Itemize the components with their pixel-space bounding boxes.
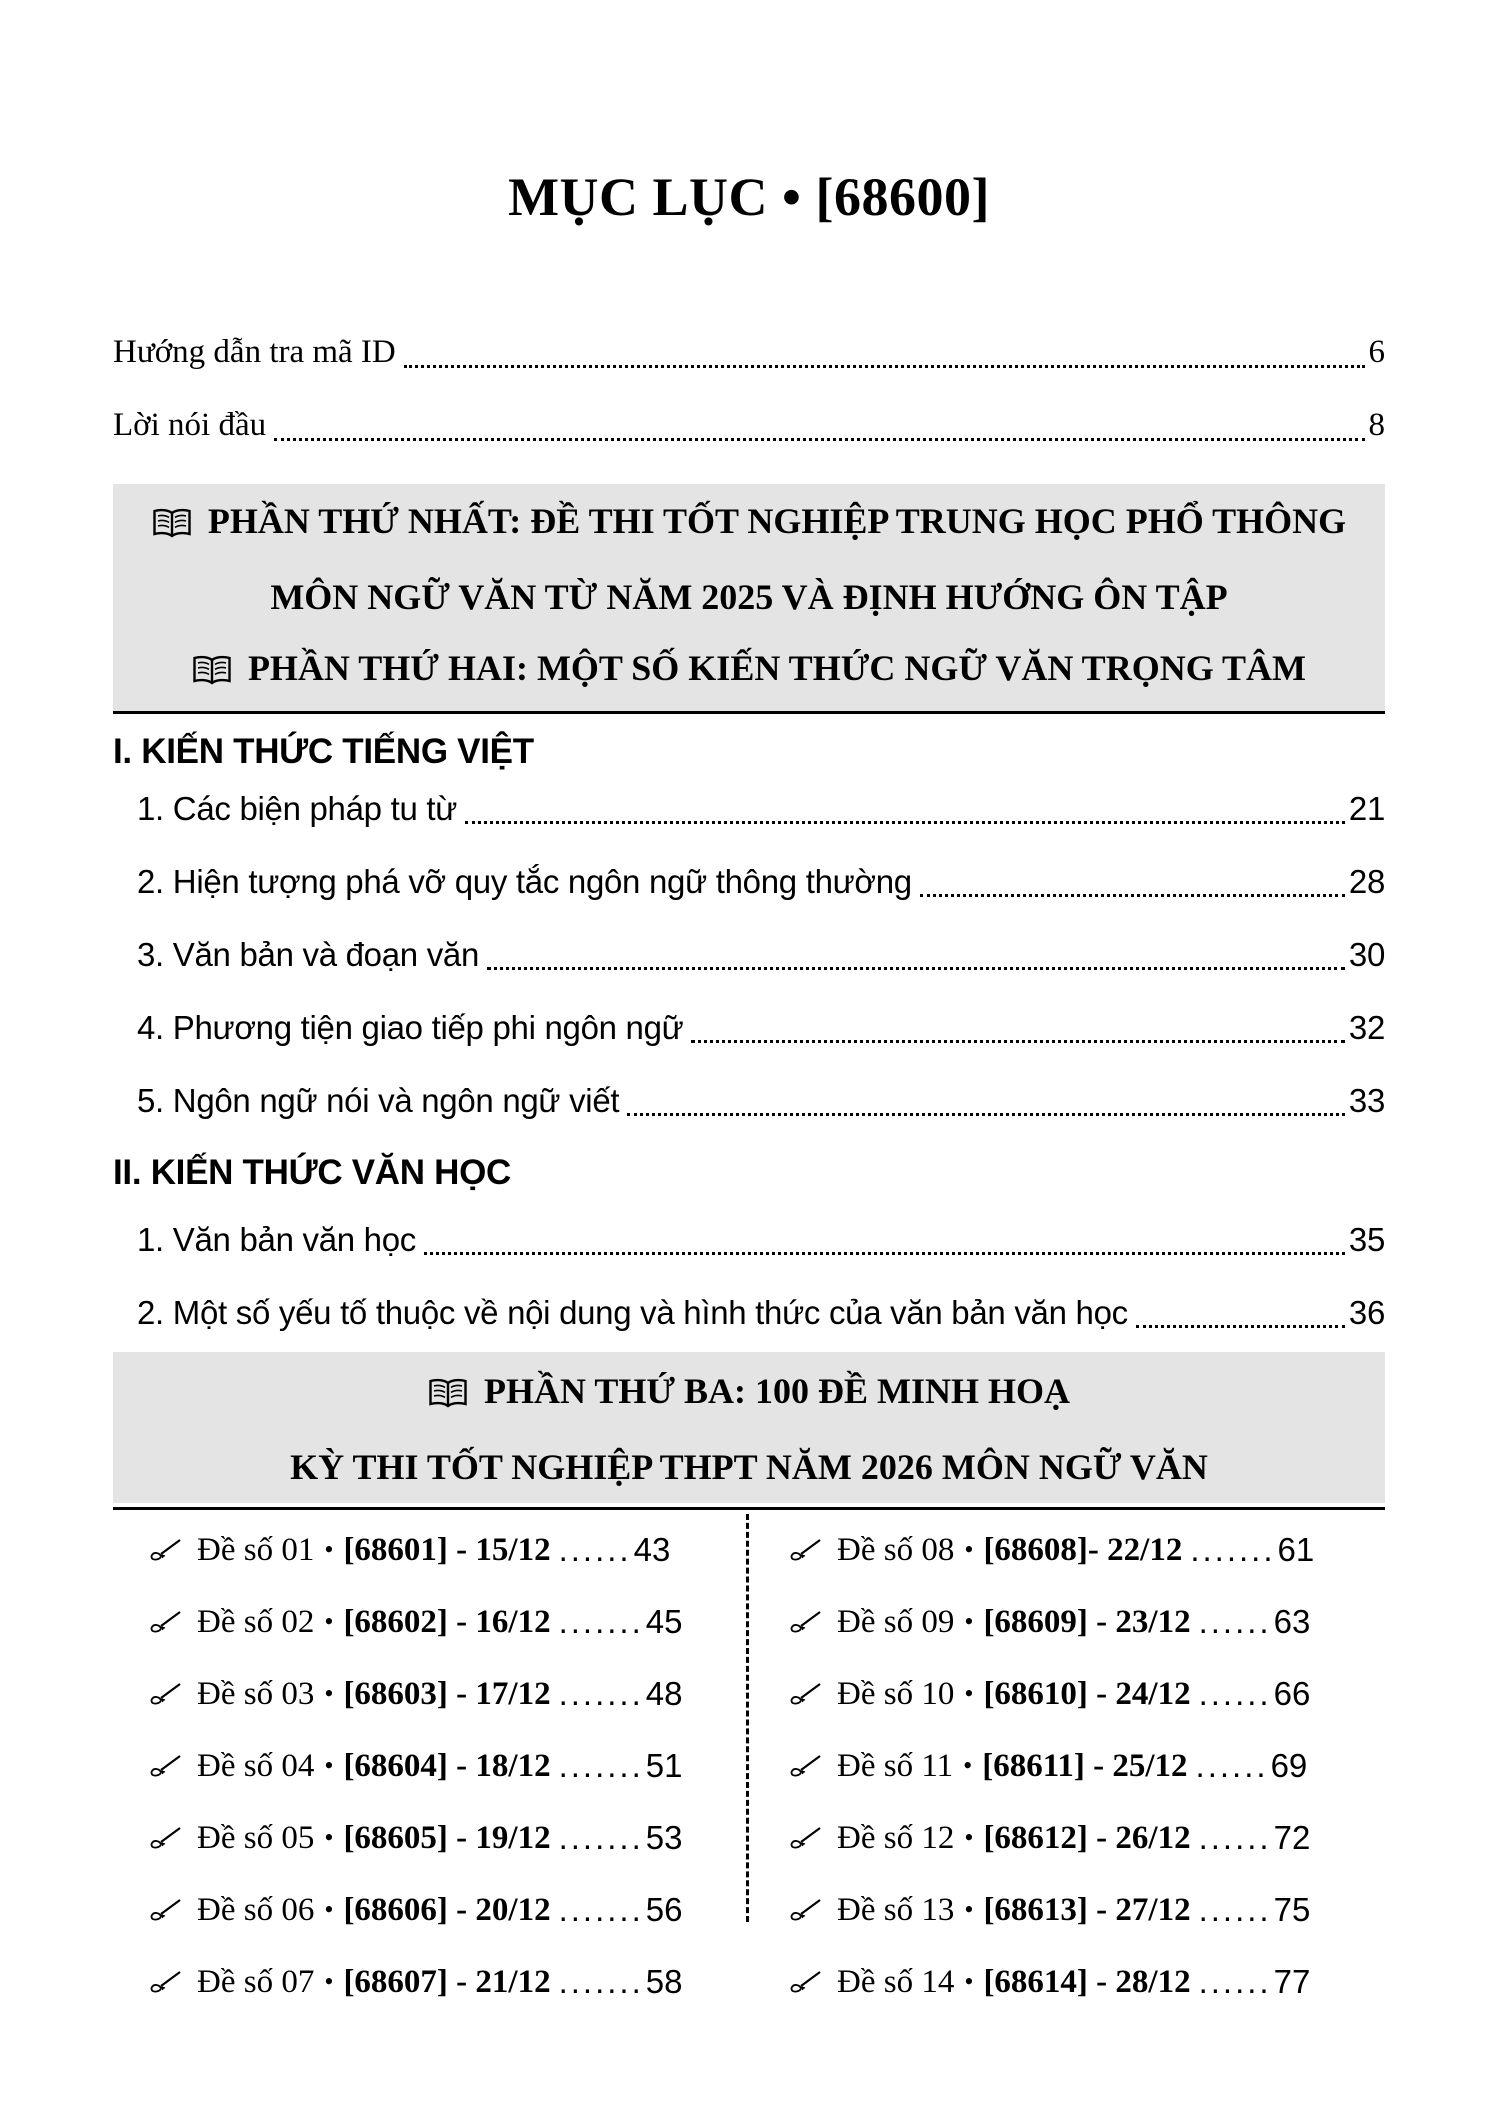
dot-leader xyxy=(274,438,1364,441)
dot-leader: ....... xyxy=(1190,1531,1276,1568)
dot-leader xyxy=(424,1252,1345,1255)
exam-label: Đề số 14 xyxy=(837,1963,955,2000)
page-number: 53 xyxy=(645,1819,683,1856)
dot-leader: ....... xyxy=(558,1891,644,1928)
pen-icon xyxy=(149,1753,183,1779)
exam-entry xyxy=(789,1946,1385,2018)
banner-line xyxy=(113,1432,1385,1503)
toc-entry xyxy=(113,1276,1385,1349)
dot-leader xyxy=(920,894,1345,897)
exam-label: Đề số 08 xyxy=(837,1531,955,1568)
exam-entry xyxy=(789,1802,1385,1874)
exam-code: [68602] - 16/12 xyxy=(343,1603,551,1640)
toc-entry xyxy=(113,918,1385,991)
exam-entry xyxy=(149,1586,746,1658)
bullet-separator: • xyxy=(963,1751,973,1780)
bullet-separator: • xyxy=(964,1967,974,1996)
exam-column-left xyxy=(113,1514,746,2018)
toc-label: 5. Ngôn ngữ nói và ngôn ngữ viết xyxy=(137,1082,620,1119)
exam-label: Đề số 07 xyxy=(197,1963,315,2000)
exam-label: Đề số 11 xyxy=(837,1747,954,1784)
banner-line xyxy=(113,486,1385,562)
exam-code: [68609] - 23/12 xyxy=(983,1603,1191,1640)
exam-label: Đề số 05 xyxy=(197,1819,315,1856)
exam-label: Đề số 10 xyxy=(837,1675,955,1712)
page-number: 72 xyxy=(1273,1819,1311,1856)
open-book-icon xyxy=(192,638,232,709)
exam-code: [68613] - 27/12 xyxy=(983,1891,1191,1928)
bullet-separator: • xyxy=(324,1823,334,1852)
exam-entry xyxy=(149,1802,746,1874)
banner-line xyxy=(113,1356,1385,1432)
toc-entry xyxy=(113,389,1385,462)
pen-icon xyxy=(149,1537,183,1563)
bullet-separator: • xyxy=(324,1895,334,1924)
exam-entry xyxy=(149,1514,746,1586)
banner-line xyxy=(113,562,1385,633)
pen-icon xyxy=(149,1897,183,1923)
open-book-icon xyxy=(152,491,192,562)
exam-label: Đề số 09 xyxy=(837,1603,955,1640)
banner-line xyxy=(113,633,1385,709)
page-number: 45 xyxy=(645,1603,683,1640)
toc-label: Hướng dẫn tra mã ID xyxy=(113,334,396,370)
banner-text: KỲ THI TỐT NGHIỆP THPT NĂM 2026 MÔN NGỮ VĂN xyxy=(290,1447,1208,1487)
exam-entry xyxy=(789,1586,1385,1658)
part-banner-3 xyxy=(113,1352,1385,1503)
dot-leader: ....... xyxy=(558,1747,644,1784)
dot-leader: ....... xyxy=(558,1963,644,2000)
exam-code: [68610] - 24/12 xyxy=(983,1675,1191,1712)
bullet-separator: • xyxy=(324,1967,334,1996)
page-number: 77 xyxy=(1273,1963,1311,2000)
exam-label: Đề số 04 xyxy=(197,1747,315,1784)
pen-icon xyxy=(149,1969,183,1995)
page-number: 66 xyxy=(1273,1675,1311,1712)
exam-code: [68614] - 28/12 xyxy=(983,1963,1191,2000)
exam-code: [68608]- 22/12 xyxy=(983,1531,1183,1568)
bullet-separator: • xyxy=(324,1535,334,1564)
front-matter xyxy=(113,316,1385,462)
bullet-separator: • xyxy=(964,1895,974,1924)
page-number: 69 xyxy=(1270,1747,1308,1784)
dot-leader xyxy=(404,365,1365,368)
page-number: 63 xyxy=(1273,1603,1311,1640)
page-number: 28 xyxy=(1348,863,1385,900)
page-number: 35 xyxy=(1348,1221,1385,1258)
banner-text: PHẦN THỨ NHẤT: ĐỀ THI TỐT NGHIỆP TRUNG HỌC PHỔ THÔNG xyxy=(207,501,1347,541)
dot-leader: ....... xyxy=(558,1603,644,1640)
pen-icon xyxy=(789,1969,823,1995)
exam-label: Đề số 02 xyxy=(197,1603,315,1640)
exam-column-right xyxy=(749,1514,1385,2018)
exam-entry xyxy=(789,1730,1385,1802)
section-heading: II. KIẾN THỨC VĂN HỌC xyxy=(113,1153,512,1192)
dot-leader: ...... xyxy=(1198,1891,1272,1928)
page-number: 32 xyxy=(1348,1009,1385,1046)
exam-code: [68603] - 17/12 xyxy=(343,1675,551,1712)
pen-icon xyxy=(789,1609,823,1635)
dot-leader xyxy=(465,821,1345,824)
toc-label: 2. Hiện tượng phá vỡ quy tắc ngôn ngữ thông thường xyxy=(137,863,912,900)
page-number: 58 xyxy=(645,1963,683,2000)
exam-label: Đề số 03 xyxy=(197,1675,315,1712)
page-number: 36 xyxy=(1348,1294,1385,1331)
exam-label: Đề số 06 xyxy=(197,1891,315,1928)
toc-entry xyxy=(113,1203,1385,1276)
exam-code: [68601] - 15/12 xyxy=(343,1531,551,1568)
exam-entry xyxy=(149,1946,746,2018)
exam-code: [68606] - 20/12 xyxy=(343,1891,551,1928)
dot-leader: ...... xyxy=(558,1531,632,1568)
exam-entry xyxy=(149,1658,746,1730)
dot-leader: ...... xyxy=(1198,1603,1272,1640)
page-number: 21 xyxy=(1348,790,1385,827)
part-banner-1-2 xyxy=(113,484,1385,714)
pen-icon xyxy=(789,1537,823,1563)
section-items xyxy=(113,772,1385,1137)
pen-icon xyxy=(149,1609,183,1635)
exam-entry xyxy=(149,1874,746,1946)
open-book-icon xyxy=(428,1361,468,1432)
dot-leader xyxy=(487,967,1345,970)
toc-entry xyxy=(113,772,1385,845)
bullet-separator: • xyxy=(324,1679,334,1708)
exam-entry xyxy=(789,1874,1385,1946)
bullet-separator: • xyxy=(964,1607,974,1636)
banner-text: MÔN NGỮ VĂN TỪ NĂM 2025 VÀ ĐỊNH HƯỚNG ÔN TẬP xyxy=(270,577,1228,617)
dot-leader xyxy=(627,1113,1345,1116)
pen-icon xyxy=(149,1681,183,1707)
toc-label: Lời nói đầu xyxy=(113,407,267,443)
dot-leader: ...... xyxy=(1198,1963,1272,2000)
exam-entry xyxy=(149,1730,746,1802)
toc-label: 1. Các biện pháp tu từ xyxy=(137,790,458,827)
exam-label: Đề số 01 xyxy=(197,1531,315,1568)
page-number: 48 xyxy=(645,1675,683,1712)
toc-entry xyxy=(113,845,1385,918)
pen-icon xyxy=(789,1753,823,1779)
page-number: 33 xyxy=(1348,1082,1385,1119)
bullet-separator: • xyxy=(324,1751,334,1780)
toc-label: 4. Phương tiện giao tiếp phi ngôn ngữ xyxy=(137,1009,684,1046)
bullet-separator: • xyxy=(324,1607,334,1636)
toc-label: 2. Một số yếu tố thuộc về nội dung và hình thức của văn bản văn học xyxy=(137,1294,1128,1331)
pen-icon xyxy=(789,1825,823,1851)
toc-label: 3. Văn bản và đoạn văn xyxy=(137,936,480,973)
dot-leader: ...... xyxy=(1195,1747,1269,1784)
dot-leader: ...... xyxy=(1198,1819,1272,1856)
dot-leader: ....... xyxy=(558,1675,644,1712)
page-number: 30 xyxy=(1348,936,1385,973)
page-number: 61 xyxy=(1277,1531,1315,1568)
banner-text: PHẦN THỨ BA: 100 ĐỀ MINH HOẠ xyxy=(483,1371,1070,1411)
bullet-separator: • xyxy=(964,1823,974,1852)
dot-leader: ...... xyxy=(1198,1675,1272,1712)
bullet-separator: • xyxy=(964,1679,974,1708)
exam-code: [68611] - 25/12 xyxy=(982,1747,1188,1784)
exam-entry xyxy=(789,1514,1385,1586)
exam-columns xyxy=(113,1514,1385,2018)
page-number: 75 xyxy=(1273,1891,1311,1928)
toc-entry xyxy=(113,316,1385,389)
exam-code: [68604] - 18/12 xyxy=(343,1747,551,1784)
page-number: 43 xyxy=(633,1531,671,1568)
dot-leader: ....... xyxy=(558,1819,644,1856)
toc-label: 1. Văn bản văn học xyxy=(137,1221,416,1258)
page-number: 51 xyxy=(645,1747,683,1784)
exam-code: [68607] - 21/12 xyxy=(343,1963,551,2000)
exam-label: Đề số 13 xyxy=(837,1891,955,1928)
bullet-separator: • xyxy=(964,1535,974,1564)
toc-entry xyxy=(113,1064,1385,1137)
page-title: MỤC LỤC • [68600] xyxy=(508,167,990,227)
pen-icon xyxy=(789,1681,823,1707)
dot-leader xyxy=(1136,1325,1345,1328)
exam-code: [68605] - 19/12 xyxy=(343,1819,551,1856)
toc-entry xyxy=(113,991,1385,1064)
pen-icon xyxy=(149,1825,183,1851)
section-items xyxy=(113,1203,1385,1349)
exam-entry xyxy=(789,1658,1385,1730)
page-number: 8 xyxy=(1368,407,1385,443)
exam-code: [68612] - 26/12 xyxy=(983,1819,1191,1856)
section-heading: I. KIẾN THỨC TIẾNG VIỆT xyxy=(113,732,534,771)
dot-leader xyxy=(691,1040,1344,1043)
page-number: 56 xyxy=(645,1891,683,1928)
section-rule xyxy=(113,1507,1385,1510)
page-number: 6 xyxy=(1368,334,1385,370)
exam-label: Đề số 12 xyxy=(837,1819,955,1856)
pen-icon xyxy=(789,1897,823,1923)
banner-text: PHẦN THỨ HAI: MỘT SỐ KIẾN THỨC NGỮ VĂN TRỌNG TÂM xyxy=(247,648,1307,688)
